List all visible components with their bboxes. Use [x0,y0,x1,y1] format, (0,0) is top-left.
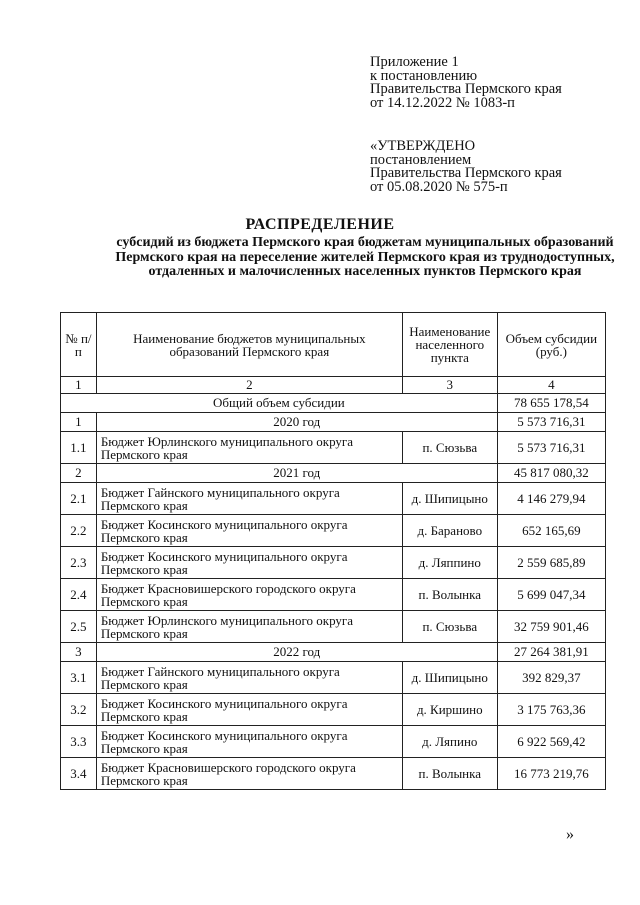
row-num: 2.1 [61,483,97,515]
header-name: Наименование бюджетов муниципальных образований Пермского края [96,313,402,377]
year-num: 1 [61,413,97,432]
row-settlement: д. Бараново [402,515,497,547]
row-settlement: д. Ляпино [402,726,497,758]
year-row [61,464,606,483]
annex-line: Приложение 1 [370,54,459,70]
table-header-row [61,313,606,377]
row-num: 2.4 [61,579,97,611]
annex-line: Правительства Пермского края [370,81,562,97]
index-row [61,377,606,394]
approved-line: постановлением [370,151,472,168]
table-row [61,579,606,611]
row-settlement: п. Волынка [402,758,497,790]
total-row [61,394,606,413]
annex-line: к постановлению [370,67,478,84]
row-num: 3.2 [61,694,97,726]
row-num: 2.2 [61,515,97,547]
table-row [61,483,606,515]
header-sum: Объем субсидии (руб.) [497,313,605,377]
total-label: Общий объем субсидии [61,394,498,413]
approved-line: «УТВЕРЖДЕНО [370,138,476,154]
row-settlement: д. Ляппино [402,547,497,579]
row-settlement: д. Шипицыно [402,662,497,694]
document-subtitle: субсидий из бюджета Пермского края бюджетам муниципальных образований Пермского края на переселение жителей Пермского края из труднодоступных, отдаленных и малочисленных населенных пунктов Пермского края [115,235,615,279]
row-settlement: п. Сюзьва [402,611,497,643]
row-budget-name: Бюджет Юрлинского муниципального округа Пермского края [96,611,402,643]
row-sum: 6 922 569,42 [497,726,605,758]
row-budget-name: Бюджет Косинского муниципального округа Пермского края [96,547,402,579]
row-budget-name: Бюджет Красновишерского городского округа Пермского края [96,579,402,611]
row-sum: 32 759 901,46 [497,611,605,643]
table-row [61,726,606,758]
row-settlement: п. Волынка [402,579,497,611]
row-sum: 652 165,69 [497,515,605,547]
table-row [61,758,606,790]
year-row [61,413,606,432]
year-sum: 45 817 080,32 [497,464,605,483]
year-num: 3 [61,643,97,662]
row-sum: 4 146 279,94 [497,483,605,515]
row-num: 2.5 [61,611,97,643]
year-sum: 27 264 381,91 [497,643,605,662]
row-sum: 5 699 047,34 [497,579,605,611]
table-row [61,611,606,643]
index-cell: 1 [61,377,97,394]
table-row [61,432,606,464]
row-sum: 5 573 716,31 [497,432,605,464]
table-row [61,694,606,726]
row-budget-name: Бюджет Красновишерского городского округа Пермского края [96,758,402,790]
index-cell: 3 [402,377,497,394]
index-cell: 2 [96,377,402,394]
row-settlement: д. Шипицыно [402,483,497,515]
row-num: 3.4 [61,758,97,790]
year-label: 2021 год [96,464,497,483]
row-sum: 16 773 219,76 [497,758,605,790]
row-budget-name: Бюджет Косинского муниципального округа Пермского края [96,726,402,758]
year-label: 2020 год [96,413,497,432]
annex-line: от 14.12.2022 № 1083-п [370,94,515,111]
table-row [61,515,606,547]
row-sum: 2 559 685,89 [497,547,605,579]
year-sum: 5 573 716,31 [497,413,605,432]
approved-line: от 05.08.2020 № 575-п [370,178,508,195]
year-row [61,643,606,662]
row-budget-name: Бюджет Косинского муниципального округа Пермского края [96,694,402,726]
document-title: РАСПРЕДЕЛЕНИЕ [245,216,395,233]
row-num: 2.3 [61,547,97,579]
row-sum: 392 829,37 [497,662,605,694]
year-num: 2 [61,464,97,483]
table-row [61,662,606,694]
total-sum: 78 655 178,54 [497,394,605,413]
closing-quote: » [566,826,574,843]
row-budget-name: Бюджет Юрлинского муниципального округа Пермского края [96,432,402,464]
row-num: 3.3 [61,726,97,758]
table-body [61,377,606,790]
approved-block [370,140,562,194]
header-place: Наименование населенного пункта [402,313,497,377]
year-label: 2022 год [96,643,497,662]
row-settlement: д. Киршино [402,694,497,726]
table-row [61,547,606,579]
subsidy-table [60,312,606,790]
row-budget-name: Бюджет Гайнского муниципального округа Пермского края [96,483,402,515]
row-sum: 3 175 763,36 [497,694,605,726]
row-num: 1.1 [61,432,97,464]
header-num: № п/п [61,313,97,377]
row-settlement: п. Сюзьва [402,432,497,464]
row-budget-name: Бюджет Гайнского муниципального округа Пермского края [96,662,402,694]
annex-block [370,56,562,110]
approved-line: Правительства Пермского края [370,165,562,181]
row-budget-name: Бюджет Косинского муниципального округа Пермского края [96,515,402,547]
row-num: 3.1 [61,662,97,694]
index-cell: 4 [497,377,605,394]
